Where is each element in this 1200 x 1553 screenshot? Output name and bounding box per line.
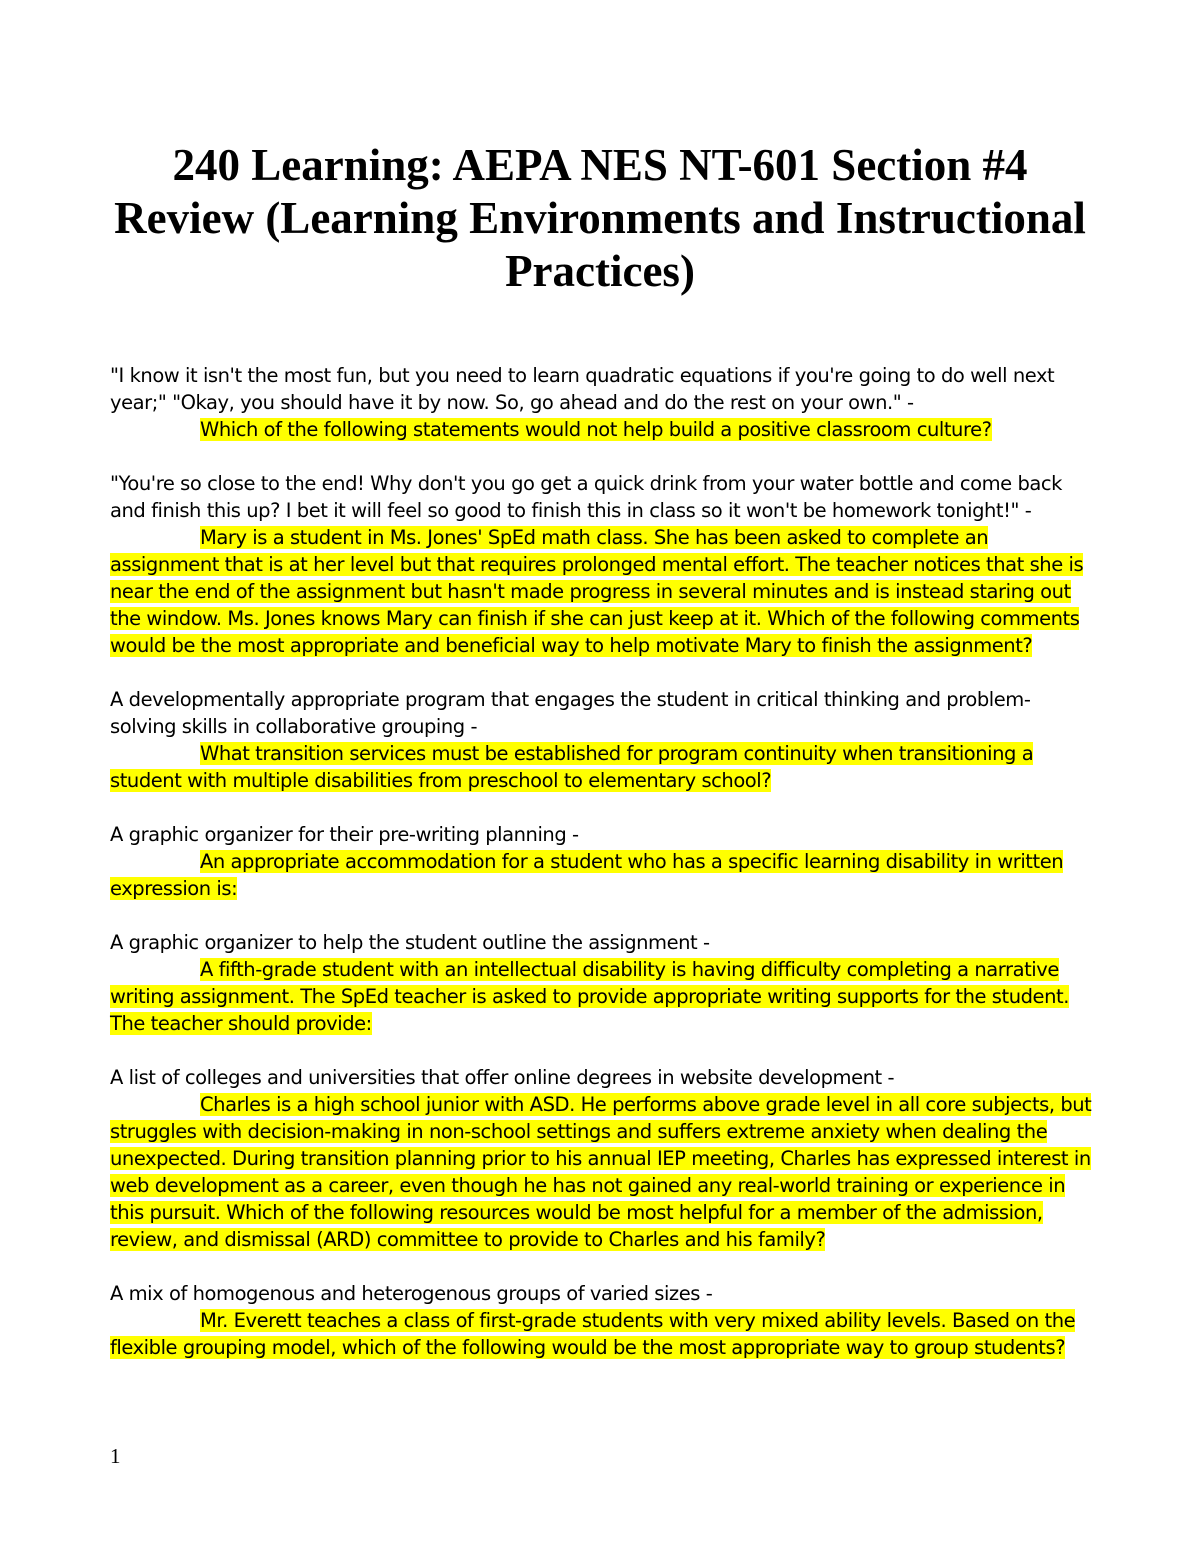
flashcard-question [110,740,1095,794]
flashcard-question [110,524,1095,659]
highlighted-question-text: Charles is a high school junior with ASD. He performs above grade level in all core subjects, but struggles with decision-making in non-school settings and suffers extreme anxiety when dealing the unexpected. During transition planning prior to his annual IEP meeting, Charles has expressed interest in web development as a career, even though he has not gained any real-world training or experience in this pursuit. Which of the following resources would be most helpful for a member of the admission, review, and dismissal (ARD) committee to provide to Charles and his family? [110,1093,1092,1251]
flashcard-item [110,929,1095,1037]
highlighted-question-text: An appropriate accommodation for a student who has a specific learning disability in written expression is: [110,850,1064,900]
highlighted-question-text: What transition services must be established for program continuity when transitioning a student with multiple disabilities from preschool to elementary school? [110,742,1034,792]
flashcard-question [110,848,1095,902]
flashcard-item [110,1064,1095,1253]
flashcard-question [110,1307,1095,1361]
flashcard-item [110,470,1095,659]
flashcard-answer: A list of colleges and universities that offer online degrees in website development - [110,1066,895,1089]
highlighted-question-text: Mr. Everett teaches a class of first-grade students with very mixed ability levels. Based on the flexible grouping model, which of the following would be the most appropriate way to group students? [110,1309,1076,1359]
flashcard-answer: A graphic organizer to help the student outline the assignment - [110,931,710,954]
flashcard-item [110,362,1095,443]
highlighted-question-text: Mary is a student in Ms. Jones' SpEd math class. She has been asked to complete an assignment that is at her level but that requires prolonged mental effort. The teacher notices that she is near the end of the assignment but hasn't made progress in several minutes and is instead staring out the window. Ms. Jones knows Mary can finish if she can just keep at it. Which of the following comments would be the most appropriate and beneficial way to help motivate Mary to finish the assignment? [110,526,1084,657]
flashcard-question [110,1091,1095,1253]
flashcard-question [110,956,1095,1037]
flashcard-list [110,362,1095,1388]
flashcard-answer: A graphic organizer for their pre-writing planning - [110,823,579,846]
flashcard-answer: "You're so close to the end! Why don't you go get a quick drink from your water bottle and come back and finish this up? I bet it will feel so good to finish this in class so it won't be homework tonight!" - [110,472,1063,522]
page-number: 1 [110,1444,121,1468]
flashcard-item [110,1280,1095,1361]
flashcard-item [110,686,1095,794]
document-title: 240 Learning: AEPA NES NT-601 Section #4 Review (Learning Environments and Instructional Practices) [114,140,1086,296]
flashcard-item [110,821,1095,902]
flashcard-answer: "I know it isn't the most fun, but you need to learn quadratic equations if you're going to do well next year;" "Okay, you should have it by now. So, go ahead and do the rest on your own." - [110,364,1055,414]
highlighted-question-text: Which of the following statements would not help build a positive classroom culture? [200,418,992,441]
flashcard-answer: A developmentally appropriate program that engages the student in critical thinking and problem-solving skills in collaborative grouping - [110,688,1031,738]
highlighted-question-text: A fifth-grade student with an intellectual disability is having difficulty completing a narrative writing assignment. The SpEd teacher is asked to provide appropriate writing supports for the student. The teacher should provide: [110,958,1069,1035]
flashcard-question [110,416,1095,443]
flashcard-answer: A mix of homogenous and heterogenous groups of varied sizes - [110,1282,713,1305]
